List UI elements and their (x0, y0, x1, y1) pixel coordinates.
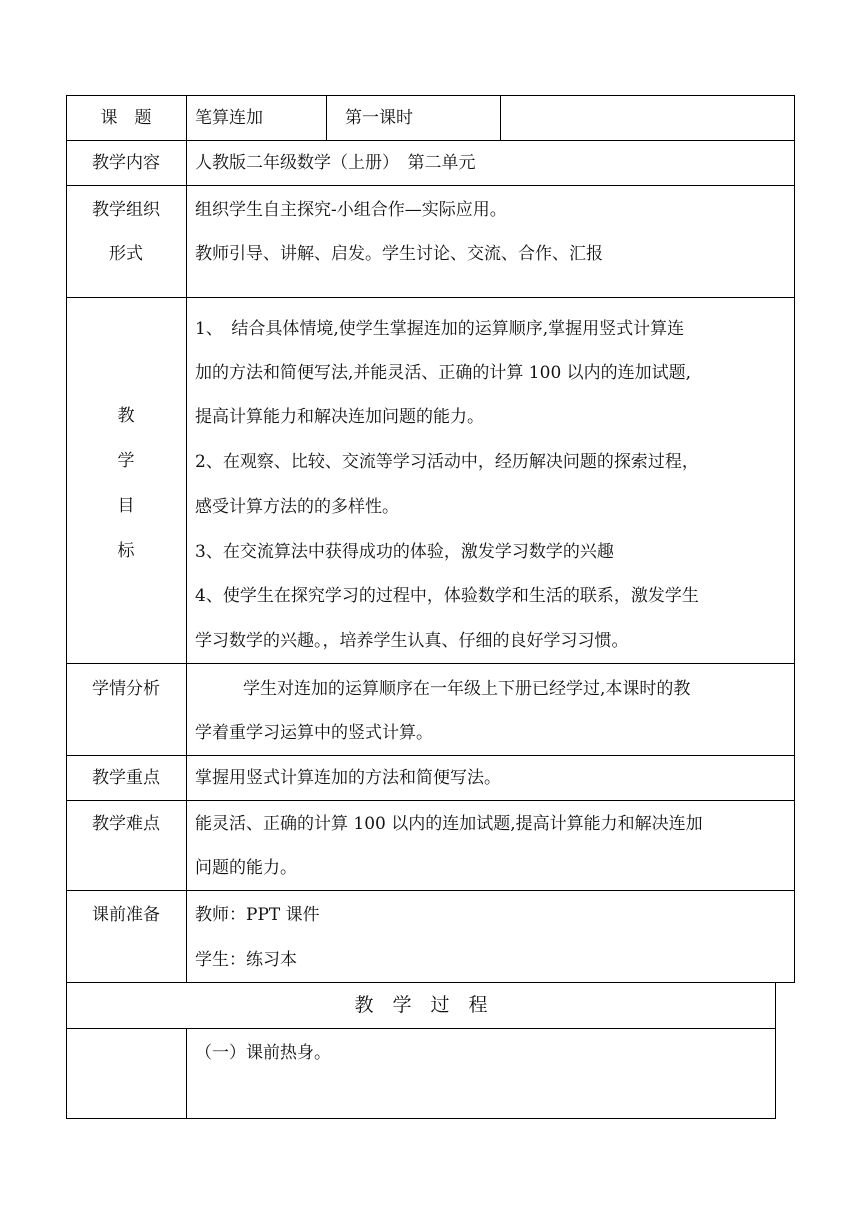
objective-line: 提高计算能力和解决连加问题的能力。 (195, 407, 484, 427)
label-column-divider (186, 1028, 187, 1119)
objective-line: 加的方法和简便写法,并能灵活、正确的计算 100 以内的连加试题, (195, 363, 692, 383)
organization-label-line2: 形式 (109, 244, 143, 264)
difficulty-line1: 能灵活、正确的计算 100 以内的连加试题,提高计算能力和解决连加 (195, 814, 703, 834)
organization-line2: 教师引导、讲解、启发。学生讨论、交流、合作、汇报 (195, 244, 603, 264)
objective-line: 2、在观察、比较、交流等学习活动中，经历解决问题的探索过程， (195, 452, 699, 472)
content-value: 人教版二年级数学（上册） 第二单元 (195, 153, 476, 173)
organization-label-line1: 教学组织 (92, 200, 160, 220)
row-divider (66, 140, 795, 141)
title-cell-divider (326, 95, 327, 141)
row-divider (66, 800, 795, 801)
objective-line: 3、在交流算法中获得成功的体验，激发学习数学的兴趣 (195, 542, 614, 562)
organization-line1: 组织学生自主探究-小组合作—实际应用。 (195, 200, 507, 220)
lesson-title: 笔算连加 (195, 108, 263, 128)
table-border-bottom (66, 1118, 776, 1119)
table-border-right (794, 95, 795, 983)
row-divider (66, 663, 795, 664)
lesson-period: 第一课时 (345, 108, 413, 128)
analysis-label: 学情分析 (92, 679, 160, 699)
row-divider (66, 755, 795, 756)
row-divider (66, 185, 795, 186)
analysis-line1: 学生对连加的运算顺序在一年级上下册已经学过,本课时的教 (243, 679, 691, 699)
row-divider (66, 297, 795, 298)
objectives-label-char: 学 (117, 451, 135, 471)
key-point-label: 教学重点 (92, 768, 160, 788)
objective-line: 1、 结合具体情境,使学生掌握连加的运算顺序,掌握用竖式计算连 (195, 319, 685, 339)
preparation-teacher: 教师：PPT 课件 (195, 905, 320, 925)
row-divider (66, 890, 795, 891)
objectives-label-char: 目 (117, 496, 135, 516)
row-divider (66, 1028, 776, 1029)
content-label: 教学内容 (92, 153, 160, 173)
objective-line: 学习数学的兴趣。，培养学生认真、仔细的良好学习习惯。 (195, 631, 629, 651)
difficulty-label: 教学难点 (92, 814, 160, 834)
objective-line: 感受计算方法的的多样性。 (195, 497, 399, 517)
objectives-label-char: 标 (117, 541, 135, 561)
process-step-1: （一）课前热身。 (195, 1043, 331, 1063)
row-divider (66, 982, 795, 983)
label-column-divider (186, 95, 187, 983)
objective-line: 4、使学生在探究学习的过程中，体验数学和生活的联系，激发学生 (195, 586, 699, 606)
title-cell-divider (500, 95, 501, 141)
preparation-student: 学生：练习本 (195, 950, 297, 970)
objectives-label-char: 教 (117, 406, 135, 426)
process-title: 教 学 过 程 (354, 994, 488, 1016)
difficulty-line2: 问题的能力。 (195, 858, 297, 878)
analysis-line2: 学着重学习运算中的竖式计算。 (195, 723, 433, 743)
preparation-label: 课前准备 (92, 905, 160, 925)
title-label: 课 题 (100, 108, 152, 128)
key-point-value: 掌握用竖式计算连加的方法和简便写法。 (195, 768, 501, 788)
table-border-top (66, 95, 795, 96)
